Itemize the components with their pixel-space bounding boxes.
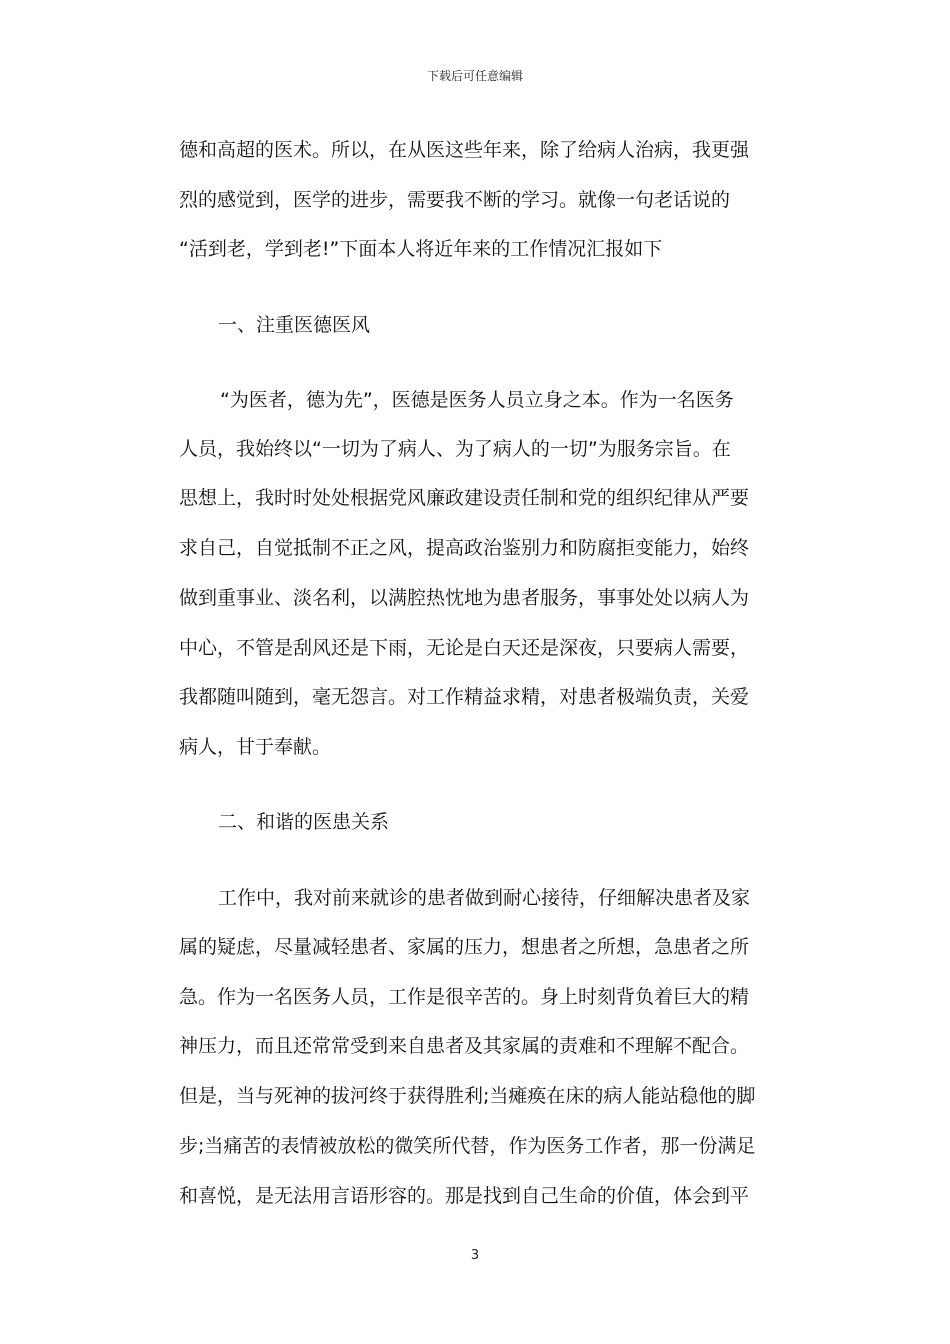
paragraph-first-line: 工作中，我对前来就诊的患者做到耐心接待，仔细解决患者及家 [218, 887, 751, 909]
body-line: 急。作为一名医务人员，工作是很辛苦的。身上时刻背负着巨大的精 [179, 986, 750, 1008]
body-line: 中心，不管是刮风还是下雨，无论是白天还是深夜，只要病人需要， [179, 637, 750, 659]
page-header: 下载后可任意编辑 [426, 69, 523, 83]
body-line: 我都随叫随到，毫无怨言。对工作精益求精，对患者极端负责，关爱 [179, 686, 750, 708]
body-line: “活到老，学到老!”下面本人将近年来的工作情况汇报如下 [179, 238, 663, 260]
body-line: 烈的感觉到，医学的进步，需要我不断的学习。就像一句老话说的 [179, 189, 731, 211]
body-line: 但是，当与死神的拔河终于获得胜利;当瘫痪在床的病人能站稳他的脚 [179, 1085, 756, 1107]
body-line: 人员，我始终以“一切为了病人、为了病人的一切”为服务宗旨。在 [179, 438, 731, 460]
body-line: 神压力，而且还常常受到来自患者及其家属的责难和不理解不配合。 [179, 1035, 750, 1057]
body-line: 做到重事业、淡名利，以满腔热忱地为患者服务，事事处处以病人为 [179, 587, 750, 609]
body-line: 病人，甘于奉献。 [179, 736, 332, 758]
body-line: 步;当痛苦的表情被放松的微笑所代替，作为医务工作者，那一份满足 [179, 1135, 756, 1157]
body-line: 求自己，自觉抵制不正之风，提高政治鉴别力和防腐拒变能力，始终 [179, 537, 750, 559]
body-line: 德和高超的医术。所以，在从医这些年来，除了给病人治病，我更强 [179, 139, 750, 161]
section-heading-2: 二、和谐的医患关系 [218, 811, 390, 833]
section-heading-1: 一、注重医德医风 [218, 314, 371, 336]
body-line: 和喜悦，是无法用言语形容的。那是找到自己生命的价值，体会到平 [179, 1185, 750, 1207]
body-line: 思想上，我时时处处根据党风廉政建设责任制和党的组织纪律从严要 [179, 487, 750, 509]
paragraph-first-line: “为医者，德为先”，医德是医务人员立身之本。作为一名医务 [220, 389, 734, 411]
body-line: 属的疑虑，尽量减轻患者、家属的压力，想患者之所想，急患者之所 [179, 936, 750, 958]
page-number: 3 [470, 1248, 480, 1263]
